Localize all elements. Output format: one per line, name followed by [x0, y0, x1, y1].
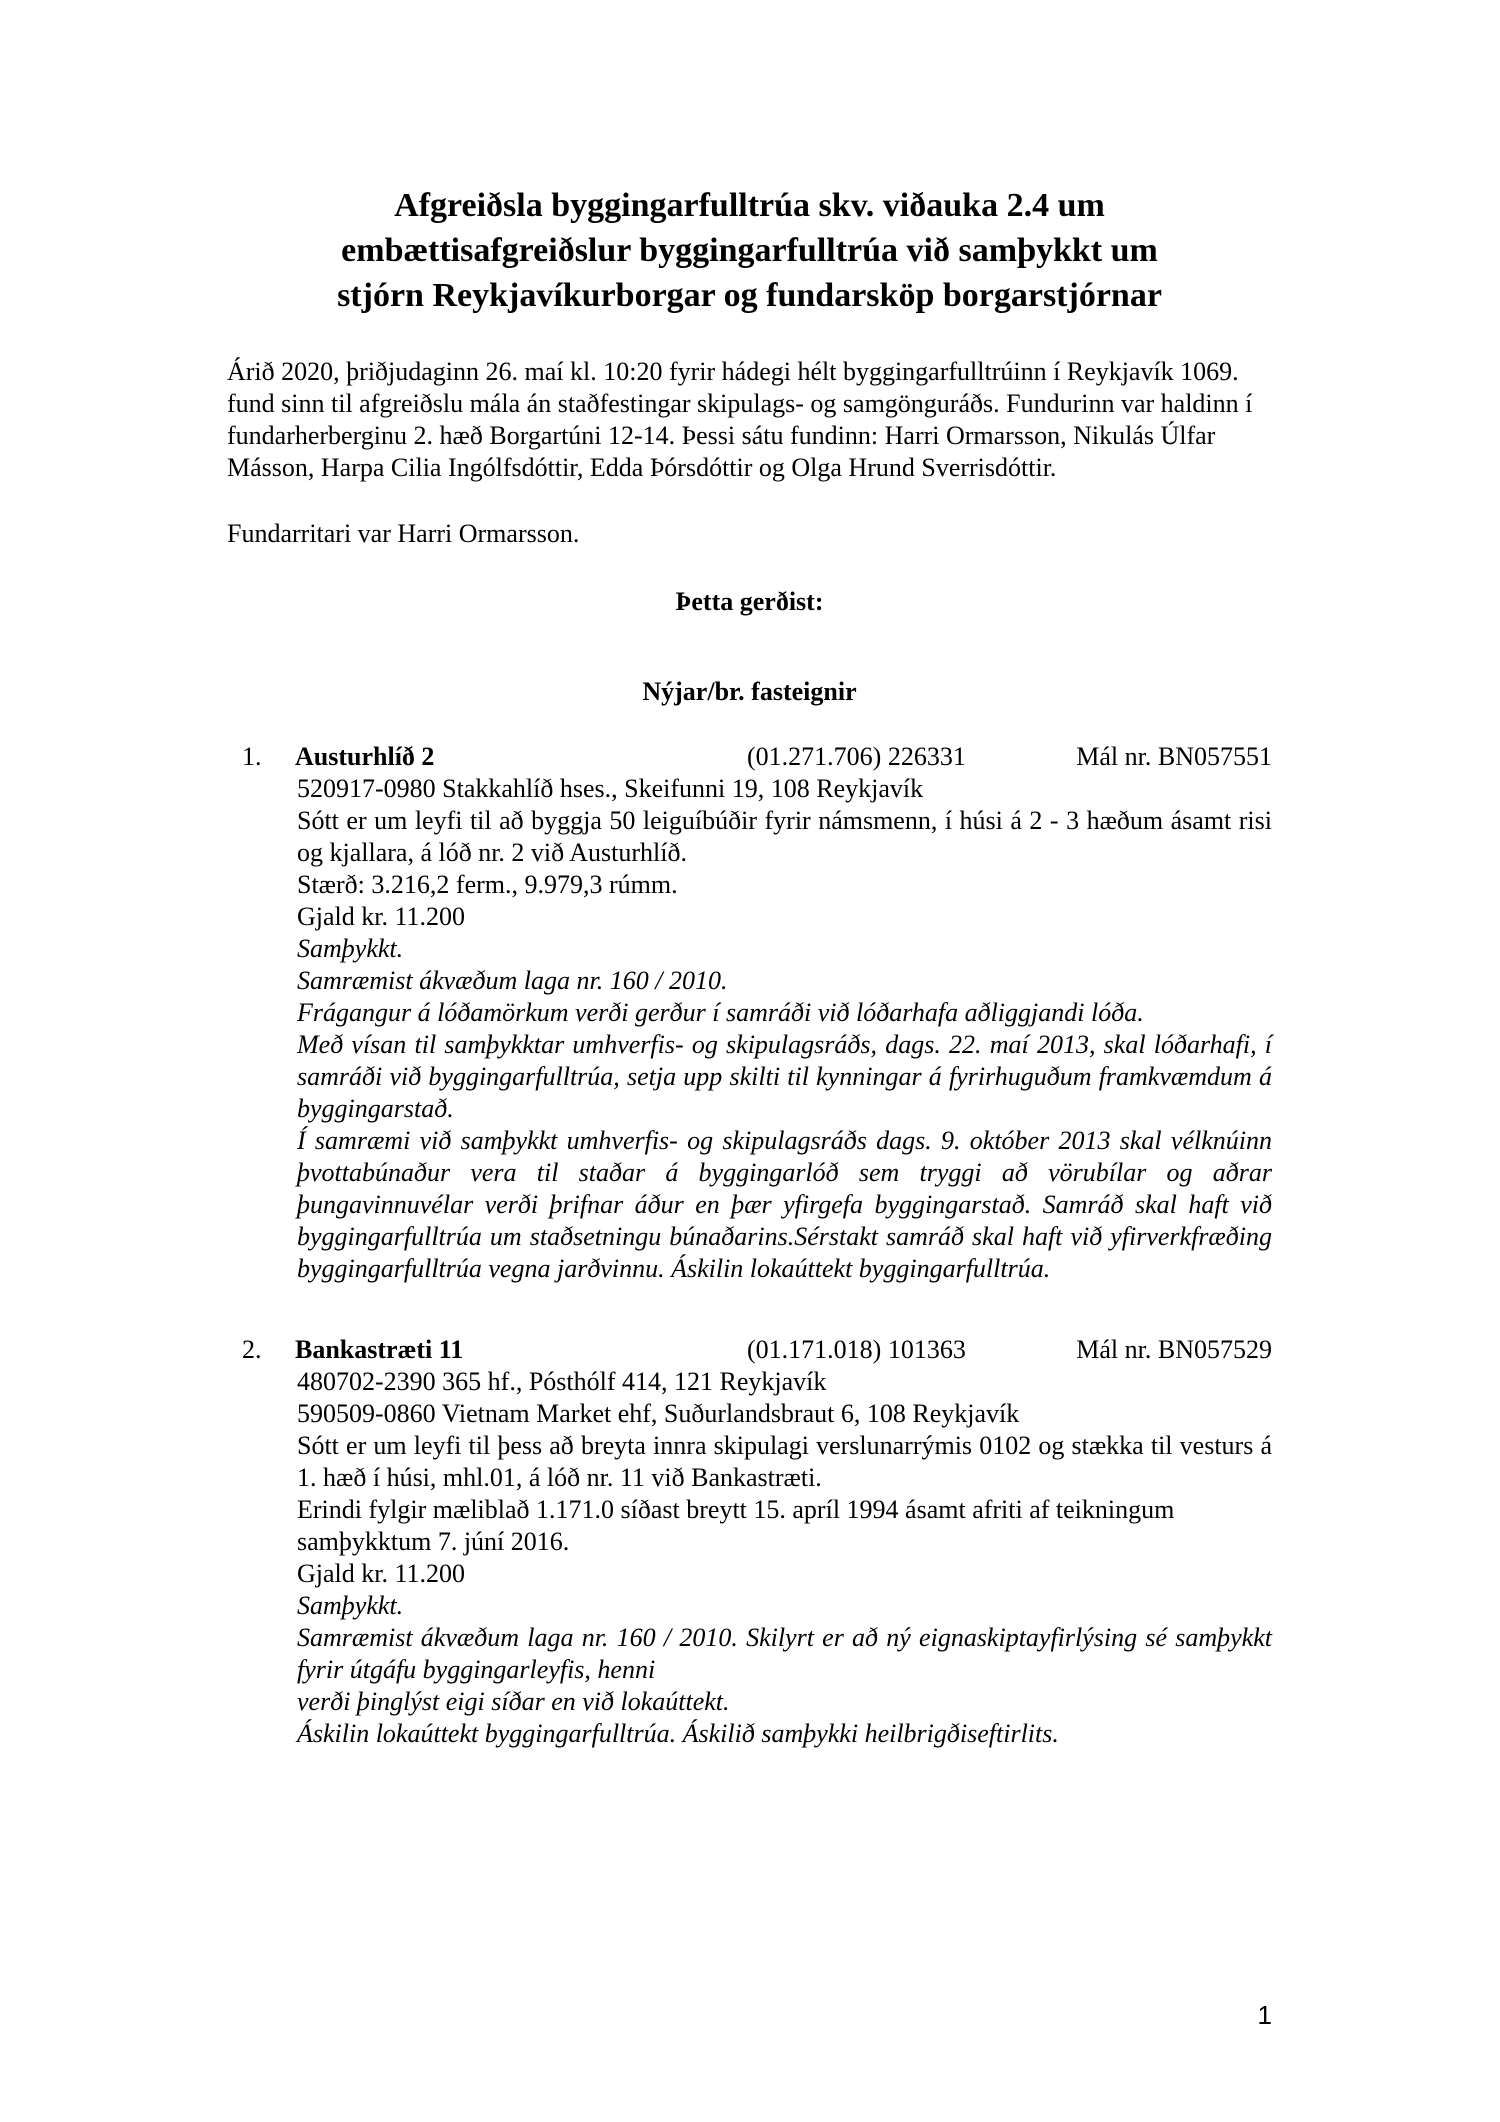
case-fee-line: Gjald kr. 11.200 — [297, 902, 466, 931]
case-remark-line: verði þinglýst eigi síðar en við lokaúttekt. — [297, 1687, 730, 1716]
case-remark-paragraph: Í samræmi við samþykkt umhverfis- og skipulagsráðs dags. 9. október 2013 skal vélknúinn þvottabúnaður vera til staðar á byggingarlóð sem tryggi að vörubílar og aðrar þungavinnuvélar verði þrifnar áður en þær yfirgefa byggingarstað. Samráð skal haft við byggingarfulltrúa um staðsetningu búnaðarins.Sérstakt samráð skal haft við yfirverkfræðing byggingarfulltrúa vegna jarðvinnu. Áskilin lokaúttekt byggingarfulltrúa. — [297, 1126, 1272, 1283]
page-number: 1 — [1257, 2000, 1272, 2030]
case-body — [297, 773, 1272, 1285]
case-remark-line: Samræmist ákvæðum laga nr. 160 / 2010. — [297, 966, 728, 995]
case-number: Mál nr. BN057529 — [1076, 1335, 1272, 1364]
case-size-line: Stærð: 3.216,2 ferm., 9.979,3 rúmm. — [297, 870, 678, 899]
happened-heading: Þetta gerðist: — [675, 587, 824, 616]
case-property-reference: (01.271.706) 226331 — [747, 742, 966, 771]
case-property-reference: (01.171.018) 101363 — [747, 1335, 966, 1364]
case-request-paragraph: Sótt er um leyfi til að byggja 50 leiguíbúðir fyrir námsmenn, í húsi á 2 - 3 hæðum ásamt risi og kjallara, á lóð nr. 2 við Austurhlíð. — [297, 806, 1272, 867]
case-party-line: 480702-2390 365 hf., Pósthólf 414, 121 Reykjavík — [297, 1367, 827, 1396]
case-remark-line: Áskilin lokaúttekt byggingarfulltrúa. Áskilið samþykki heilbrigðiseftirlits. — [297, 1719, 1059, 1748]
properties-section-heading: Nýjar/br. fasteignir — [642, 677, 857, 706]
case-remark-paragraph: Með vísan til samþykktar umhverfis- og skipulagsráðs, dags. 22. maí 2013, skal lóðarhafi, í samráði við byggingarfulltrúa, setja upp skilti til kynningar á fyrirhuguðum framkvæmdum á byggingarstað. — [297, 1030, 1272, 1123]
case-address: Austurhlíð 2 — [295, 742, 435, 771]
case-remark-line: Frágangur á lóðamörkum verði gerður í samráði við lóðarhafa aðliggjandi lóða. — [297, 998, 1144, 1027]
case-attachment-paragraph: Erindi fylgir mæliblað 1.171.0 síðast breytt 15. apríl 1994 ásamt afriti af teikningum samþykktum 7. júní 2016. — [297, 1495, 1175, 1556]
case-address: Bankastræti 11 — [295, 1335, 464, 1364]
case-item-1 — [227, 741, 1272, 1285]
case-request-paragraph: Sótt er um leyfi til þess að breyta innra skipulagi verslunarrýmis 0102 og stækka til vesturs á 1. hæð í húsi, mhl.01, á lóð nr. 11 við Bankastræti. — [297, 1431, 1272, 1492]
case-remark-paragraph: Samræmist ákvæðum laga nr. 160 / 2010. Skilyrt er að ný eignaskiptayfirlýsing sé samþykkt fyrir útgáfu byggingarleyfis, henni — [297, 1623, 1272, 1684]
case-header — [227, 741, 1272, 773]
case-number: Mál nr. BN057551 — [1076, 742, 1272, 771]
case-item-2 — [227, 1334, 1272, 1750]
meeting-intro-paragraph: Árið 2020, þriðjudaginn 26. maí kl. 10:20 fyrir hádegi hélt byggingarfulltrúinn í Reykjavík 1069. fund sinn til afgreiðslu mála án staðfestingar skipulags- og samgönguráðs. Fundurinn var haldinn í fundarherberginu 2. hæð Borgartúni 12-14. Þessi sátu fundinn: Harri Ormarsson, Nikulás Úlfar Másson, Harpa Cilia Ingólfsdóttir, Edda Þórsdóttir og Olga Hrund Sverrisdóttir. — [227, 357, 1253, 482]
page-title-line: embættisafgreiðslur byggingarfulltrúa við samþykkt um — [341, 232, 1158, 269]
secretary-line: Fundarritari var Harri Ormarsson. — [227, 519, 580, 548]
case-party-line: 590509-0860 Vietnam Market ehf, Suðurlandsbraut 6, 108 Reykjavík — [297, 1399, 1020, 1428]
case-fee-line: Gjald kr. 11.200 — [297, 1559, 466, 1588]
case-decision-line: Samþykkt. — [297, 1591, 404, 1620]
case-party-line: 520917-0980 Stakkahlíð hses., Skeifunni 19, 108 Reykjavík — [297, 774, 924, 803]
case-body — [297, 1366, 1272, 1750]
page-title-line: stjórn Reykjavíkurborgar og fundarsköp borgarstjórnar — [337, 277, 1162, 314]
case-decision-line: Samþykkt. — [297, 934, 404, 963]
page-title — [227, 183, 1272, 318]
page-title-line: Afgreiðsla byggingarfulltrúa skv. viðauka 2.4 um — [394, 187, 1105, 224]
case-list-number: 2. — [242, 1335, 262, 1364]
case-header — [227, 1334, 1272, 1366]
case-list-number: 1. — [242, 742, 262, 771]
